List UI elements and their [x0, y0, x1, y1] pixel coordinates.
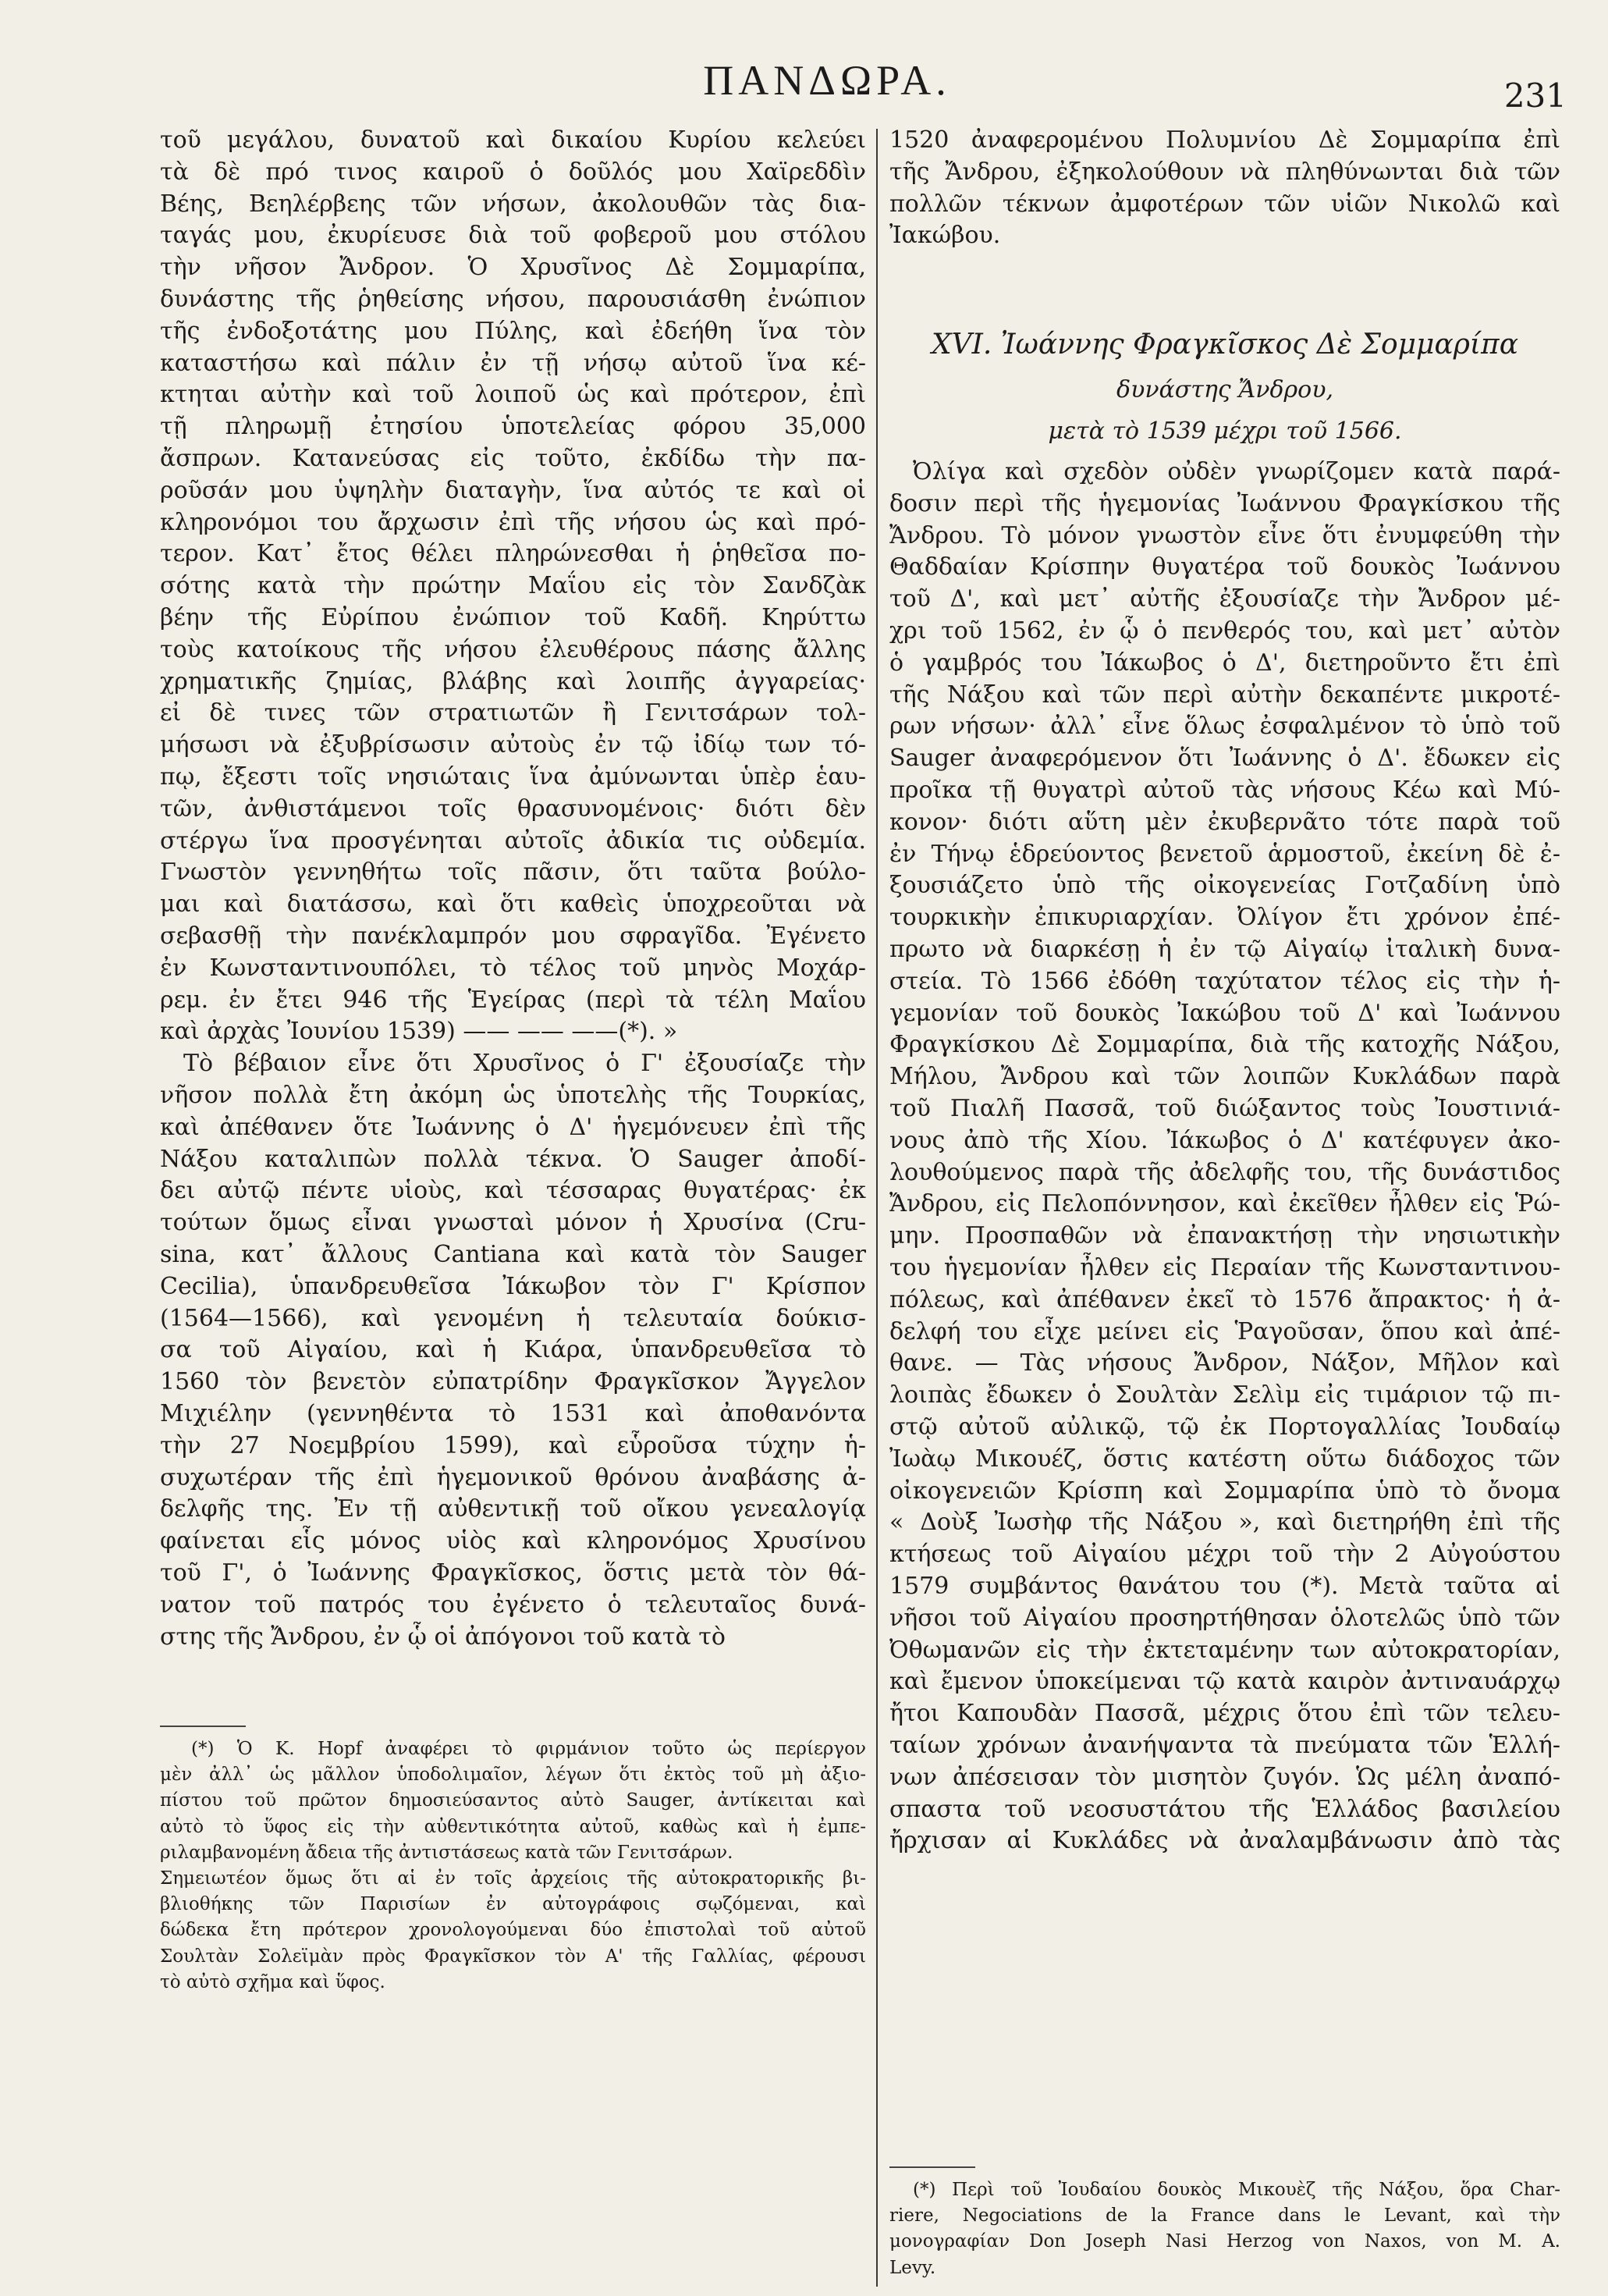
text-line: φαίνεται εἷς μόνος υἱὸς καὶ κληρονόμος Χρυσίνου: [160, 1527, 866, 1555]
text-line: μην. Προσπαθῶν νὰ ἐπανακτήσῃ τὴν νησιωτικὴν: [889, 1222, 1560, 1250]
footnote-line: Σουλτὰν Σολεϊμὰν πρὸς Φραγκῖσκον τὸν Α' τῆς Γαλλίας, φέρουσι: [160, 1946, 866, 1967]
footnote-rule: [889, 2166, 975, 2168]
text-line: ρεμ. ἐν ἔτει 946 τῆς Ἑγείρας (περὶ τὰ τέλη Μαΐου: [160, 986, 866, 1014]
text-line: νους ἀπὸ τῆς Χίου. Ἰάκωβος ὁ Δ' κατέφυγεν ἀκο-: [889, 1126, 1560, 1154]
text-line: νατον τοῦ πατρός του ἐγένετο ὁ τελευταῖος δυνά-: [160, 1590, 866, 1619]
text-line: ξουσιάζετο ὑπὸ τῆς οἰκογενείας Γοτζαδίνη ὑπὸ: [889, 872, 1560, 900]
text-line: ἐν Κωνσταντινουπόλει, τὸ τέλος τοῦ μηνὸς Μοχάρ-: [160, 954, 866, 982]
text-line: νῆσον πολλὰ ἔτη ἀκόμη ὡς ὑποτελὴς τῆς Τουρκίας,: [160, 1082, 866, 1109]
text-line: Ὀλίγα καὶ σχεδὸν οὐδὲν γνωρίζομεν κατὰ παρά-: [913, 458, 1560, 485]
text-line: τερον. Κατ᾽ ἔτος θέλει πληρώνεσθαι ἡ ῥηθεῖσα πο-: [160, 540, 866, 568]
text-line: δει αὐτῷ πέντε υἱοὺς, καὶ τέσσαρας θυγατέρας· ἐκ: [160, 1177, 866, 1205]
footnote-rule: [160, 1726, 246, 1727]
text-line: « Δοὺξ Ἰωσὴφ τῆς Νάξου », καὶ διετηρήθη ἐπὶ τῆς: [889, 1509, 1560, 1537]
text-line: στῷ αὐτοῦ αὐλικῷ, τῷ ἐκ Πορτογαλλίας Ἰουδαίῳ: [889, 1413, 1560, 1441]
text-line: Ἰακώβου.: [889, 222, 1001, 250]
text-line: μαι καὶ διατάσσω, καὶ ὅτι καθεὶς ὑποχρεοῦται νὰ: [160, 890, 866, 919]
text-line: πολλῶν τέκνων ἀμφοτέρων τῶν υἱῶν Νικολῶ καὶ: [889, 190, 1560, 218]
running-head-title: ΠΑΝΔΩΡΑ.: [703, 57, 951, 104]
text-line: τὰ δὲ πρό τινος καιροῦ ὁ δοῦλός μου Χαϊρεδδὶν: [160, 158, 866, 186]
text-line: τοῦ Δ', καὶ μετ᾽ αὐτῆς ἐξουσίαζε τὴν Ἄνδρον μέ-: [889, 585, 1560, 613]
text-line: πρωτο νὰ διαρκέσῃ ἡ ἐν τῷ Αἰγαίῳ ἰταλικὴ δυνα-: [889, 936, 1560, 963]
footnote-line: ριλαμβανομένη ἄδεια τῆς ἀντιστάσεως κατὰ τῶν Γενιτσάρων.: [160, 1842, 733, 1863]
section-subheading: δυνάστης Ἄνδρου,: [1116, 376, 1333, 403]
text-line: Φραγκίσκου Δὲ Σομμαρίπα, διὰ τῆς κατοχῆς Νάξου,: [889, 1031, 1560, 1059]
text-line: (1564—1566), καὶ γενομένη ἡ τελευταία δούκισ-: [160, 1304, 866, 1332]
text-line: ταίων χρόνων ἀνανήψαντα τὰ πνεύματα τῶν Ἑλλή-: [889, 1732, 1560, 1759]
text-line: ἄσπρων. Κατανεύσας εἰς τοῦτο, ἐκδίδω τὴν πα-: [160, 445, 866, 472]
text-line: 1560 τὸν βενετὸν εὐπατρίδην Φραγκῖσκον Ἄγγελον: [160, 1368, 866, 1396]
text-line: δοσιν περὶ τῆς ἡγεμονίας Ἰωάννου Φραγκίσκου τῆς: [889, 489, 1560, 517]
text-line: Νάξου καταλιπὼν πολλὰ τέκνα. Ὁ Sauger ἀποδί-: [160, 1145, 866, 1173]
text-line: δελφή του εἶχε μείνει εἰς Ῥαγοῦσαν, ὅπου καὶ ἀπέ-: [889, 1317, 1560, 1345]
text-line: 1579 συμβάντος θανάτου του (*). Μετὰ ταῦτα αἱ: [889, 1573, 1560, 1600]
text-line: δελφῆς της. Ἐν τῇ αὐθεντικῇ τοῦ οἴκου γενεαλογίᾳ: [160, 1495, 866, 1523]
text-line: βέην τῆς Εὐρίπου ἐνώπιον τοῦ Καδῆ. Κηρύττω: [160, 604, 866, 631]
text-line: νῆσοι τοῦ Αἰγαίου προσηρτήθησαν ὁλοτελῶς ὑπὸ τῶν: [889, 1604, 1560, 1632]
text-line: πόλεως, καὶ ἀπέθανεν ἐκεῖ τὸ 1576 ἄπρακτος· ἡ ἀ-: [889, 1285, 1560, 1313]
text-line: καὶ ἀρχὰς Ἰουνίου 1539) —— —— ——(*). »: [160, 1018, 678, 1046]
footnote-line: πίστου τοῦ πρῶτον δημοσιεύσαντος αὐτὸ Sauger, ἀντίκειται καὶ: [160, 1790, 866, 1811]
footnote-line: δώδεκα ἔτη πρότερον χρονολογούμεναι δύο ἐπιστολαὶ τοῦ αὐτοῦ: [160, 1920, 866, 1941]
text-line: τῇ πληρωμῇ ἐτησίου ὑποτελείας φόρου 35,000: [160, 413, 866, 441]
text-line: στέργω ἵνα προσγένηται αὐτοῖς ἀδικία τις οὐδεμία.: [160, 826, 866, 855]
text-line: τοὺς κατοίκους τῆς νήσου ἐλευθέρους πάσης ἄλλης: [160, 635, 866, 663]
footnote-line: Levy.: [889, 2257, 936, 2278]
text-line: Ἄνδρου. Τὸ μόνον γνωστὸν εἶνε ὅτι ἐνυμφεύθη τὴν: [889, 521, 1560, 549]
page-number: 231: [1503, 76, 1567, 115]
text-line: τουρκικὴν ἐπικυριαρχίαν. Ὀλίγον ἔτι χρόνον ἐπέ-: [889, 904, 1560, 932]
text-line: στεία. Τὸ 1566 ἐδόθη ταχύτατον τέλος εἰς τὴν ἡ-: [889, 967, 1560, 995]
text-line: τὴν νῆσον Ἄνδρον. Ὁ Χρυσῖνος Δὲ Σομμαρίπα,: [160, 254, 866, 282]
text-line: τῆς Ἄνδρου, ἐξηκολούθουν νὰ πληθύνωνται διὰ τῶν: [889, 158, 1560, 186]
footnote-line: βλιοθήκης τῶν Παρισίων ἐν αὐτογράφοις σῳζόμεναι, καὶ: [160, 1894, 866, 1915]
text-line: Τὸ βέβαιον εἶνε ὅτι Χρυσῖνος ὁ Γ' ἐξουσίαζε τὴν: [183, 1050, 866, 1078]
text-line: κληρονόμοι του ἄρχωσιν ἐπὶ τῆς νήσου ὡς καὶ πρό-: [160, 508, 866, 536]
text-line: Sauger ἀναφερόμενον ὅτι Ἰωάννης ὁ Δ'. ἔδωκεν εἰς: [889, 745, 1560, 773]
footnote-line: μονογραφίαν Don Joseph Nasi Herzog von Naxos, von M. A.: [889, 2231, 1560, 2252]
text-line: σότης κατὰ τὴν πρώτην Μαΐου εἰς τὸν Σανδζὰκ: [160, 572, 866, 600]
text-line: τοῦ Γ', ὁ Ἰωάννης Φραγκῖσκος, ὅστις μετὰ τὸν θά-: [160, 1559, 866, 1587]
footnote-line: (*) Ὁ Κ. Hopf ἀναφέρει τὸ φιρμάνιον τοῦτο ὡς περίεργον: [191, 1739, 866, 1759]
footnote-line: riere, Negociations de la France dans le Levant, καὶ τὴν: [889, 2205, 1560, 2227]
text-line: 1520 ἀναφερομένου Πολυμνίου Δὲ Σομμαρίπα ἐπὶ: [889, 126, 1560, 154]
text-line: δυνάστης τῆς ῥηθείσης νήσου, παρουσιάσθη ἐνώπιον: [160, 286, 866, 313]
text-line: προῖκα τῇ θυγατρὶ αὐτοῦ τὰς νήσους Κέω καὶ Μύ-: [889, 777, 1560, 804]
text-line: Ἰωὰῳ Μικουέζ, ὅστις κατέστη οὕτω διάδοχος τῶν: [889, 1445, 1560, 1473]
text-line: στης τῆς Ἄνδρου, ἐν ᾧ οἱ ἀπόγονοι τοῦ κατὰ τὸ: [160, 1622, 726, 1651]
text-line: Ἄνδρου, εἰς Πελοπόννησον, καὶ ἐκεῖθεν ἦλθεν εἰς Ῥώ-: [889, 1190, 1560, 1218]
text-line: του ἡγεμονίαν ἦλθεν εἰς Περαίαν τῆς Κωνσταντινου-: [889, 1254, 1560, 1281]
text-line: λουθούμενος παρὰ τῆς ἀδελφῆς του, τῆς δυνάστιδος: [889, 1158, 1560, 1186]
text-line: χρι τοῦ 1562, ἐν ᾧ ὁ πενθερός του, καὶ μετ᾽ αὐτὸν: [889, 617, 1560, 645]
text-line: τοῦ Πιαλῆ Πασσᾶ, τοῦ διώξαντος τοὺς Ἰουστινιά-: [889, 1095, 1560, 1122]
text-line: οἰκογενειῶν Κρίσπη καὶ Σομμαρίπα ὑπὸ τὸ ὄνομα: [889, 1477, 1560, 1505]
text-line: πῳ, ἔξεστι τοῖς νησιώταις ἵνα ἀμύνωνται ὑπὲρ ἑαυ-: [160, 763, 866, 791]
text-line: τῶν, ἀνθιστάμενοι τοῖς θρασυνομένοις· διότι δὲν: [160, 794, 866, 823]
text-line: Γνωστὸν γεννηθήτω τοῖς πᾶσιν, ὅτι ταῦτα βούλο-: [160, 858, 866, 887]
footnote-line: Σημειωτέον ὅμως ὅτι αἱ ἐν τοῖς ἀρχείοις τῆς αὐτοκρατορικῆς βι-: [160, 1868, 866, 1889]
text-line: Ὀθωμανῶν εἰς τὴν ἐκτεταμένην των αὐτοκρατορίαν,: [889, 1636, 1560, 1664]
text-line: τὴν 27 Νοεμβρίου 1599), καὶ εὗροῦσα τύχην ἡ-: [160, 1431, 866, 1459]
footnote-line: μὲν ἀλλ᾽ ὡς μᾶλλον ὑποδολιμαῖον, λέγων ὅτι ἐκτὸς τοῦ μὴ ἀξιο-: [160, 1765, 866, 1786]
text-line: κτήσεως τοῦ Αἰγαίου μέχρι τοῦ τὴν 2 Αὐγούστου: [889, 1541, 1560, 1569]
text-line: νων ἀπέσεισαν τὸν μισητὸν ζυγόν. Ὡς μέλη ἀναπό-: [889, 1763, 1560, 1791]
column-divider: [876, 129, 878, 2287]
text-line: τούτων ὅμως εἶναι γνωσταὶ μόνον ἡ Χρυσίνα (Cru-: [160, 1209, 866, 1237]
text-line: ταγάς μου, ἐκυρίευσε διὰ τοῦ φοβεροῦ μου στόλου: [160, 222, 866, 250]
text-line: συχωτέραν τῆς ἐπὶ ἡγεμονικοῦ θρόνου ἀναβάσης ἀ-: [160, 1463, 866, 1491]
footnote-line: τὸ αὐτὸ σχῆμα καὶ ὕφος.: [160, 1971, 385, 1992]
text-line: Βέης, Βεηλέρβεης τῶν νήσων, ἀκολουθῶν τὰς δια-: [160, 190, 866, 218]
text-line: θανε. — Τὰς νήσους Ἄνδρον, Νάξον, Μῆλον καὶ: [889, 1349, 1560, 1377]
text-line: σπαστα τοῦ νεοσυστάτου τῆς Ἑλλάδος βασιλείου: [889, 1795, 1560, 1823]
text-line: ρων νήσων· ἀλλ᾽ εἶνε ὅλως ἐσφαλμένον τὸ ὑπὸ τοῦ: [889, 713, 1560, 741]
text-line: σα τοῦ Αἰγαίου, καὶ ἡ Κιάρα, ὑπανδρευθεῖσα τὸ: [160, 1336, 866, 1364]
text-line: εἰ δὲ τινες τῶν στρατιωτῶν ἢ Γενιτσάρων τολ-: [160, 699, 866, 727]
text-line: χρηματικῆς ζημίας, βλάβης καὶ λοιπῆς ἀγγαρείας·: [160, 667, 866, 695]
footnote-line: (*) Περὶ τοῦ Ἰουδαίου δουκὸς Μικουὲζ τῆς Νάξου, ὅρα Char-: [913, 2180, 1560, 2200]
text-line: κτηται αὐτὴν καὶ τοῦ λοιποῦ ὡς καὶ πρότερον, ἐπὶ: [160, 381, 866, 409]
text-line: τῆς Νάξου καὶ τῶν περὶ αὐτὴν δεκαπέντε μικροτέ-: [889, 681, 1560, 709]
text-line: καὶ ἔμενον ὑποκείμεναι τῷ κατὰ καιρὸν ἀντιναυάρχῳ: [889, 1668, 1560, 1696]
text-line: λοιπὰς ἔδωκεν ὁ Σουλτὰν Σελὶμ εἰς τιμάριον τῷ πι-: [889, 1381, 1560, 1409]
text-line: Cecilia), ὑπανδρευθεῖσα Ἰάκωβον τὸν Γ' Κρίσπον: [160, 1272, 866, 1300]
footnote-line: αὐτὸ τὸ ὕφος εἰς τὴν αὐθεντικότητα αὐτοῦ, καθὼς καὶ ἡ ἐμπε-: [160, 1816, 866, 1837]
text-line: γεμονίαν τοῦ δουκὸς Ἰακώβου τοῦ Δ' καὶ Ἰωάννου: [889, 999, 1560, 1027]
text-line: μήσωσι νὰ ἐξυβρίσωσιν αὐτοὺς ἐν τῷ ἰδίῳ των τό-: [160, 731, 866, 759]
text-line: καταστήσω καὶ πάλιν ἐν τῇ νήσῳ αὐτοῦ ἵνα κέ-: [160, 349, 866, 377]
text-line: Μήλου, Ἄνδρου καὶ τῶν λοιπῶν Κυκλάδων παρὰ: [889, 1063, 1560, 1091]
text-line: Μιχιέλην (γεννηθέντα τὸ 1531 καὶ ἀποθανόντα: [160, 1400, 866, 1427]
text-line: καὶ ἀπέθανεν ὅτε Ἰωάννης ὁ Δ' ἡγεμόνευεν ἐπὶ τῆς: [160, 1113, 866, 1141]
text-line: σεβασθῇ τὴν πανέκλαμπρόν μου σφραγῖδα. Ἐγένετο: [160, 922, 866, 950]
text-line: ἤτοι Καπουδὰν Πασσᾶ, μέχρις ὅτου ἐπὶ τῶν τελευ-: [889, 1700, 1560, 1728]
text-line: ροῦσάν μου ὑψηλὴν διαταγὴν, ἵνα αὐτός τε καὶ οἱ: [160, 476, 866, 504]
text-line: sina, κατ᾽ ἄλλους Cantiana καὶ κατὰ τὸν Sauger: [160, 1241, 866, 1268]
text-line: ἤρχισαν αἱ Κυκλάδες νὰ ἀναλαμβάνωσιν ἀπὸ τὰς: [889, 1827, 1560, 1855]
text-line: Θαδδαίαν Κρίσπην θυγατέρα τοῦ δουκὸς Ἰωάννου: [889, 553, 1560, 581]
text-line: ἐν Τήνῳ ἑδρεύοντος βενετοῦ ἁρμοστοῦ, ἐκείνη δὲ ἐ-: [889, 840, 1560, 868]
text-line: κονον· διότι αὕτη μὲν ἐκυβερνᾶτο τότε παρὰ τοῦ: [889, 808, 1560, 836]
text-line: ὁ γαμβρός του Ἰάκωβος ὁ Δ', διετηροῦντο ἔτι ἐπὶ: [889, 649, 1560, 677]
section-heading: XVI. Ἰωάννης Φραγκῖσκος Δὲ Σομμαρίπα: [931, 329, 1519, 361]
text-line: τῆς ἐνδοξοτάτης μου Πύλης, καὶ ἐδεήθη ἵνα τὸν: [160, 317, 866, 345]
text-line: τοῦ μεγάλου, δυνατοῦ καὶ δικαίου Κυρίου κελεύει: [160, 126, 866, 154]
section-dates: μετὰ τὸ 1539 μέχρι τοῦ 1566.: [1048, 418, 1402, 445]
